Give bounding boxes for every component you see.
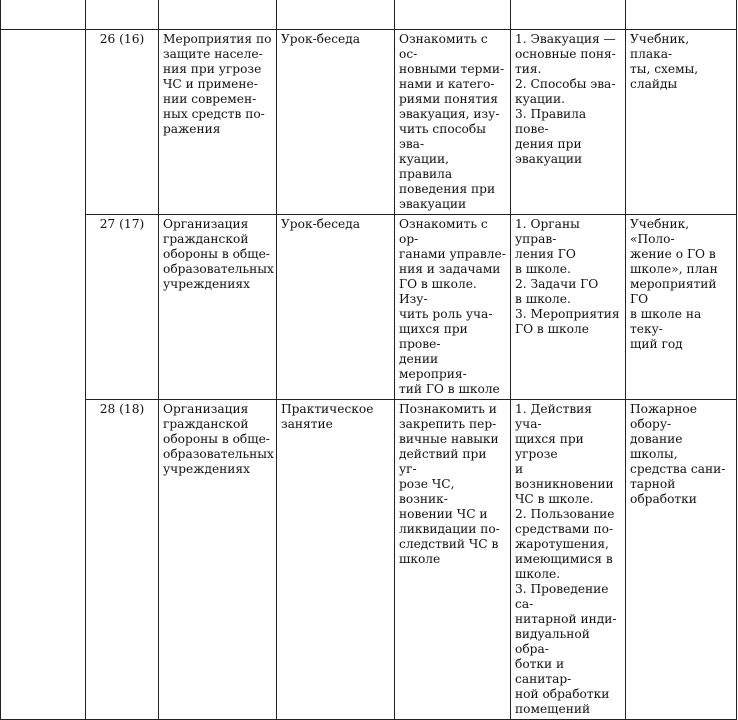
content-cell (511, 0, 626, 30)
lesson-goal: Познакомить и закрепить пер- вичные навыки действий при уг- розе ЧС, возник- новении ЧС и ликвидации по- следствий ЧС в школе (395, 400, 511, 720)
lesson-goal: Ознакомить с ос- новными терми- нами и катего- риями понятия эвакуация, изу- чить способы эва- куации, правила поведения при эвакуации (395, 30, 511, 215)
lesson-type: Урок-беседа (277, 215, 395, 400)
lesson-type: Практическое занятие (277, 400, 395, 720)
lesson-goal: Ознакомить с ор- ганами управле- ния и задачами ГО в школе. Изу- чить роль уча- щихся при прове- дении мероприя- тий ГО в школе (395, 215, 511, 400)
table-top-continuation (1, 0, 737, 30)
side-column-cell (1, 30, 86, 720)
lesson-materials: Учебник, «Поло- жение о ГО в школе», план мероприятий ГО в школе на теку- щий год (626, 215, 737, 400)
lesson-content: 1. Действия уча- щихся при угрозе и возникновении ЧС в школе. 2. Пользование средствами по- жаротушения, имеющимися в школе. 3. Проведение са- нитарной инди- видуальной обра- ботки и санитар- ной обработки помещений (511, 400, 626, 720)
lesson-materials: Пожарное обору- дование школы, средства сани- тарной обработки (626, 400, 737, 720)
table-row (1, 215, 737, 400)
side-column-cell (1, 0, 86, 30)
goal-cell (395, 0, 511, 30)
table-row (1, 30, 737, 215)
type-cell (277, 0, 395, 30)
materials-cell (626, 0, 737, 30)
lesson-materials: Учебник, плака- ты, схемы, слайды (626, 30, 737, 215)
lesson-type: Урок-беседа (277, 30, 395, 215)
lesson-number: 28 (18) (86, 400, 159, 720)
lesson-number: 26 (16) (86, 30, 159, 215)
number-cell (86, 0, 159, 30)
lesson-number: 27 (17) (86, 215, 159, 400)
table-row (1, 400, 737, 720)
lesson-content: 1. Эвакуация — основные поня- тия. 2. Способы эва- куации. 3. Правила пове- дения при эвакуации (511, 30, 626, 215)
lesson-topic: Организация гражданской обороны в обще- образовательных учреждениях (159, 215, 277, 400)
topic-cell (159, 0, 277, 30)
lesson-topic: Организация гражданской обороны в обще- образовательных учреждениях (159, 400, 277, 720)
lesson-topic: Мероприятия по защите населе- ния при угрозе ЧС и примене- нии современ- ных средств по- ражения (159, 30, 277, 215)
lesson-content: 1. Органы управ- ления ГО в школе. 2. Задачи ГО в школе. 3. Мероприятия ГО в школе (511, 215, 626, 400)
